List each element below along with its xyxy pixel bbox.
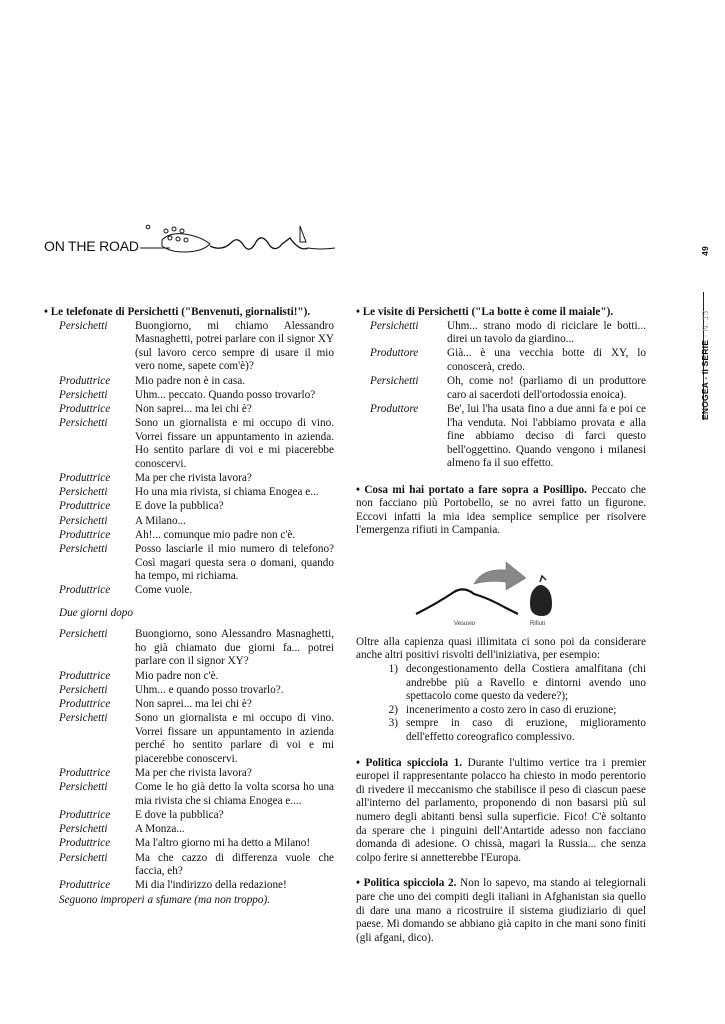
speaker-name: Produttrice: [59, 374, 111, 387]
posillipo-title: Cosa mi hai portato a fare sopra a Posillipo.: [364, 483, 587, 496]
speaker-name: Persichetti: [59, 514, 108, 527]
speaker-line: E dove la pubblica?: [135, 809, 224, 822]
speaker-line: Come vuole.: [135, 584, 193, 597]
bullet: •: [356, 877, 360, 890]
speaker-line: Buongiorno, sono Alessandro Masnaghetti, ho già chiamato due giorni fa... potrei parlare con il signor XY?: [135, 628, 334, 668]
speaker-line: A Milano...: [135, 514, 186, 527]
dialogue-due-giorni: [44, 628, 334, 893]
speaker-name: Produttrice: [59, 472, 111, 485]
bullet: •: [356, 306, 360, 318]
speaker-line: Come le ho già detto la volta scorsa ho una mia rivista che si chiama Enogea e....: [135, 781, 334, 807]
speaker-name: Produttrice: [59, 767, 111, 780]
list-text: sempre in caso di eruzione, miglioramento dell'effetto coreografico complessivo.: [406, 717, 646, 744]
label-rifiuti: Rifiuti: [530, 620, 546, 627]
vesuvio-drawing: [356, 546, 646, 628]
dialogue-line: [44, 515, 334, 529]
dialogue-line: [356, 403, 646, 471]
speaker-line: Ma l'altro giorno mi ha detto a Milano!: [135, 837, 311, 850]
dialogue-line: [44, 823, 334, 837]
speaker-line: Non saprei... ma lei chi è?: [135, 402, 252, 415]
speaker-name: Produttrice: [59, 697, 111, 710]
dialogue-line: [44, 529, 334, 543]
list-text: incenerimento a costo zero in caso di eruzione;: [406, 703, 617, 716]
speaker-name: Persichetti: [59, 486, 108, 499]
dialogue-line: [356, 320, 646, 347]
speaker-line: E dove la pubblica?: [135, 500, 224, 513]
speaker-name: Persichetti: [59, 683, 108, 696]
speaker-line: Uhm... strano modo di riciclare le botti... direi un tavolo da giardino...: [447, 319, 646, 346]
dialogue-line: [44, 781, 334, 808]
dialogue-line: [356, 347, 646, 374]
speaker-name: Persichetti: [59, 712, 108, 725]
dialogue-line: [44, 584, 334, 598]
speaker-name: Persichetti: [59, 823, 108, 836]
closing-text: Seguono improperi a sfumare (ma non troppo).: [59, 893, 270, 906]
speaker-line: Già... è una vecchia botte di XY, lo conoscerà, credo.: [447, 347, 646, 373]
bullet: •: [356, 483, 360, 496]
dialogue-line: [44, 837, 334, 851]
list-number: 3): [388, 717, 398, 730]
speaker-name: Persichetti: [59, 781, 108, 794]
section-heading-telefonate: • Le telefonate di Persichetti ("Benvenuti, giornalisti!").: [44, 306, 311, 318]
section-title: ON THE ROAD: [44, 238, 139, 254]
speaker-line: Sono un giornalista e mi occupo di vino. Vorrei fissare un appuntamento in azienda. Ho sentito parlare di voi e mi piacerebbe conoscervi.: [135, 417, 334, 470]
speaker-name: Persichetti: [59, 543, 108, 556]
right-column: [356, 306, 646, 945]
speaker-name: Persichetti: [370, 375, 419, 388]
list-item: [356, 663, 646, 704]
dialogue-line: [44, 486, 334, 500]
list-number: 2): [388, 703, 398, 716]
page-number: 49: [700, 246, 710, 256]
politica-1-paragraph: [356, 757, 646, 866]
dialogue-line: [44, 472, 334, 486]
speaker-line: Ah!... comunque mio padre non c'è.: [135, 528, 296, 541]
speaker-name: Produttrice: [59, 500, 111, 513]
road-doodle: [140, 218, 335, 258]
dialogue-line: [44, 500, 334, 514]
speaker-line: Uhm... e quando posso trovarlo?.: [135, 683, 284, 696]
dialogue-visite: [356, 320, 646, 471]
posillipo-text: Peccato che non facciano più Portobello, se no avrei fatto un figurone. Eccovi infatti la mia idea semplice semplice per risolvere l'emergenza rifiuti in Campania.: [356, 483, 647, 537]
posillipo-paragraph: [356, 484, 646, 538]
speaker-line: Be', lui l'ha usata fino a due anni fa e poi ce l'ha venduta. Noi l'abbiamo provata e alla fine abbiamo deciso di farci questo bell'oggettino. Quando vengono i milanesi almeno fa il suo effetto.: [447, 402, 646, 470]
speaker-name: Persichetti: [370, 319, 419, 332]
sidebar-separator: -: [700, 334, 710, 338]
speaker-line: Ma per che rivista lavora?: [135, 767, 252, 780]
list-item: [356, 704, 646, 718]
speaker-line: Non saprei... ma lei chi è?: [135, 697, 252, 710]
dialogue-line: [44, 684, 334, 698]
dialogue-line: [44, 628, 334, 669]
speaker-name: Produttore: [370, 402, 419, 415]
speaker-line: Mio padre non c'è.: [135, 669, 219, 682]
dialogue-line: [44, 852, 334, 879]
speaker-name: Produttrice: [59, 528, 111, 541]
sidebar-label: [700, 246, 710, 420]
speaker-name: Produttrice: [59, 584, 111, 597]
speaker-line: Ma che cazzo di differenza vuole che faccia, eh?: [135, 851, 334, 878]
dialogue-line: [44, 320, 334, 374]
speaker-name: Produttrice: [59, 879, 111, 892]
dialogue-telefonate: [44, 320, 334, 598]
speaker-line: Oh, come no! (parliamo di un produttore caro ai sacerdoti dell'ortodossia enoica).: [447, 375, 646, 401]
dialogue-line: [44, 712, 334, 766]
speaker-line: Mio padre non è in casa.: [135, 374, 245, 387]
speaker-line: Ma per che rivista lavora?: [135, 472, 252, 485]
section-heading-visite: • Le visite di Persichetti ("La botte è come il maiale").: [356, 306, 614, 318]
dialogue-line: [44, 767, 334, 781]
vesuvio-illustration: [356, 546, 646, 628]
dialogue-line: [44, 698, 334, 712]
politica-2-text: Non lo sapevo, ma stando ai telegiornali pare che uno dei compiti degli italiani in Afghanistan sia quello di dare una mano a ricostruire il sistema giudiziario di quel paese. Mi domando se abbiano già capito in che mani sono finiti (gli afgani, dico).: [356, 877, 647, 944]
speaker-name: Persichetti: [59, 388, 108, 401]
speaker-line: Uhm... peccato. Quando posso trovarlo?: [135, 388, 316, 401]
list-item: [356, 717, 646, 744]
bullet: •: [44, 306, 48, 318]
speaker-name: Persichetti: [59, 319, 108, 332]
benefits-list: [356, 663, 646, 745]
magazine-series: ENOGEA - II SERIE: [700, 339, 710, 420]
interlude-text: Due giorni dopo: [59, 606, 133, 619]
politica-2-paragraph: [356, 877, 646, 945]
dialogue-line: [44, 879, 334, 893]
list-text: decongestionamento della Costiera amalfitana (chi andrebbe più a Ravello e dintorni avendo uno spettacolo come questo da vedere?);: [406, 663, 646, 703]
speaker-line: Buongiorno, mi chiamo Alessandro Masnaghetti, potrei parlare con il signor XY (sul lavoro cerco sempre di usare il mio vero nome, sapete com'è)?: [135, 319, 334, 373]
speaker-line: Sono un giornalista e mi occupo di vino. Vorrei fissare un appuntamento in azienda perché ho sentito parlare di voi e mi piacerebbe conoscervi.: [135, 712, 334, 765]
dialogue-line: [44, 543, 334, 584]
list-number: 1): [388, 663, 398, 676]
speaker-name: Produttrice: [59, 837, 111, 850]
politica-1-title: Politica spicciola 1.: [365, 756, 463, 769]
dialogue-line: [44, 403, 334, 417]
capienza-paragraph: Oltre alla capienza quasi illimitata ci sono poi da considerare anche altri positivi risvolti dell'iniziativa, per esempio:: [356, 635, 646, 662]
dialogue-line: [44, 809, 334, 823]
speaker-name: Produttrice: [59, 809, 111, 822]
politica-2-title: Politica spicciola 2.: [363, 877, 457, 890]
left-column: [44, 306, 334, 907]
dialogue-line: [44, 389, 334, 403]
speaker-name: Persichetti: [59, 851, 108, 864]
dialogue-line: [356, 375, 646, 402]
speaker-line: Mi dia l'indirizzo della redazione!: [135, 879, 287, 892]
speaker-name: Produttrice: [59, 402, 111, 415]
speaker-name: Produttore: [370, 347, 419, 360]
speaker-line: A Monza...: [135, 823, 185, 836]
dialogue-line: [44, 417, 334, 471]
speaker-line: Posso lasciarle il mio numero di telefono? Così magari questa sera o domani, quando ha tempo, mi richiama.: [135, 543, 334, 583]
issue-number: N. 13: [700, 310, 710, 332]
speaker-name: Persichetti: [59, 417, 108, 430]
speaker-name: Produttrice: [59, 669, 111, 682]
speaker-name: Persichetti: [59, 628, 108, 641]
politica-1-text: Durante l'ultimo vertice tra i premier europei il rappresentante polacco ha chiesto in modo perentorio di rivedere il meccanismo che stabilisce il peso di ciascun paese all'interno del parlamento, proponendo di non basarsi più sul numero degli abitanti bensì sulla superficie. Fico! C'è soltanto da sperare che i pinguini dell'Antartide adesso non facciano domanda di adesione. O chissà, magari la Russia... che senza colpo ferire si annetterebbe l'Europa.: [356, 756, 647, 864]
dialogue-line: [44, 670, 334, 684]
label-vesuvio: Vesuvio: [454, 620, 476, 627]
bullet: •: [356, 756, 360, 769]
speaker-line: Ho una mia rivista, si chiama Enogea e...: [135, 486, 319, 499]
dialogue-line: [44, 375, 334, 389]
